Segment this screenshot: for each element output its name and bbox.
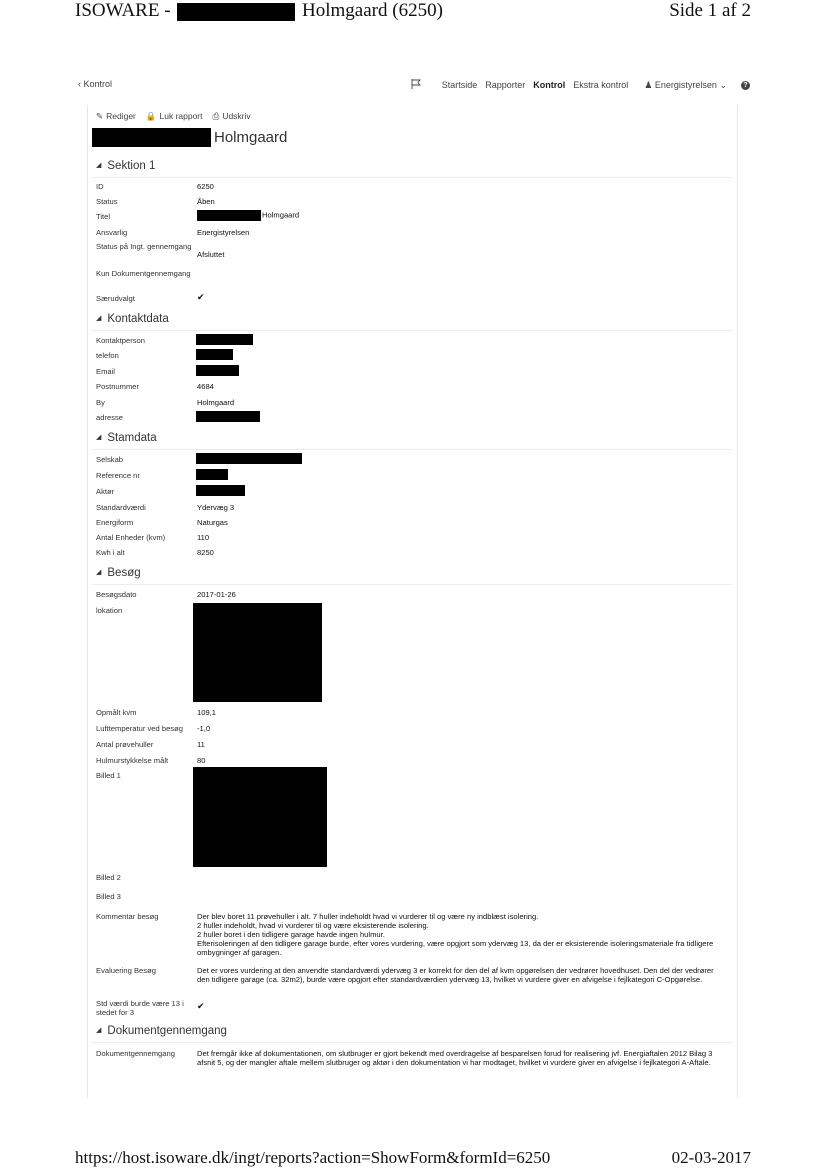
field-label-kun-dokumentgennemgang: Kun Dokumentgennemgang [96,269,191,278]
section-title: Dokumentgennemgang [107,1025,227,1037]
nav-item-rapporter[interactable]: Rapporter [485,80,526,90]
collapse-triangle-icon: ◢ [96,434,102,441]
comment-line: Efterisoleringen af den tidligere garage burde, efter vores vurdering, være opgjort som ydervæg 13, da der er eksisterende isoleringsmateriale fra tidligere ombygninger af garagen. [197,939,714,957]
edit-button-label: Rediger [106,111,136,121]
field-label-telefon: telefon [96,351,119,360]
print-icon: ⎙ [212,111,220,121]
field-value-dokumentgennemgang: Det fremgår ikke af dokumentationen, om slutbruger er gjort bekendt med overdragelse af besparelsen forud for realisering jvf. Energiaftalen 2012 Bilag 3 afsnit 5, og der mangler aftale mellem slutbruger og aktør i den dokumentation vi har modtaget, hvilket vi vurdere giver en afvigelse i fejlkategori A-Aftale. [197,1049,713,1067]
help-icon[interactable]: ? [741,81,750,90]
lock-report-button[interactable] [146,111,203,122]
collapse-triangle-icon: ◢ [96,162,102,169]
user-icon: ♟ [644,79,653,90]
print-header-app: ISOWARE - [75,0,171,21]
location-map-redacted [193,603,322,702]
field-value-by: Holmgaard [197,398,235,407]
field-value-kwh: 8250 [197,548,214,557]
user-menu[interactable] [644,80,727,91]
nav-item-kontrol[interactable]: Kontrol [533,80,566,90]
field-value-standardvaerdi: Ydervæg 3 [197,503,235,512]
field-label-opmaalt-kvm: Opmålt kvm [96,708,137,717]
field-value-status: Åben [197,197,215,206]
field-value-energiform: Naturgas [197,518,228,527]
section-title: Stamdata [107,432,157,444]
collapse-triangle-icon: ◢ [96,315,102,322]
field-label-billed-2: Billed 2 [96,873,121,882]
field-value-evaluering-besog: Det er vores vurdering at den anvendte standardværdi ydervæg 3 er korrekt for den del af kvm opgørelsen der vedrører hovedhuset. Den del der vedrører den tidligere garage (ca. 32m2), burde være opgjort efter standardværdien ydervæg 13, hvilket vi vurdere giver en afvigelse i fejlkategori C-Opgørelse. [197,966,714,984]
field-value-opmaalt-kvm: 109,1 [197,708,217,717]
section-heading-kontaktdata[interactable] [96,313,169,325]
section-title: Besøg [107,567,141,579]
field-value-lufttemperatur: -1,0 [197,724,211,733]
print-footer-date: 02-03-2017 [671,1148,751,1167]
print-header-site: Holmgaard (6250) [302,0,443,21]
field-label-kommentar-besog: Kommentar besøg [96,912,159,921]
field-label-titel: Titel [96,212,111,221]
redaction-block [196,453,302,464]
redaction-block [196,349,233,360]
field-label-hulmurstykkelse: Hulmurstykkelse målt [96,756,169,765]
field-label-antal-provehuller: Antal prøvehuller [96,740,154,749]
nav-right [411,79,750,91]
checkmark-icon: ✔ [197,1001,205,1011]
photo-1-redacted [193,767,327,867]
field-value-postnummer: 4684 [197,382,214,391]
redaction-block [196,485,245,496]
back-link-label: Kontrol [83,79,113,89]
field-label-dokumentgennemgang: Dokumentgennemgang [96,1049,175,1058]
edit-button[interactable] [96,111,136,122]
collapse-triangle-icon: ◢ [96,569,102,576]
redaction-block [196,334,253,345]
top-nav [78,78,750,94]
field-value-besogsdato: 2017-01-26 [197,590,236,599]
divider [92,330,732,331]
field-value-id: 6250 [197,182,214,191]
field-label-postnummer: Postnummer [96,382,140,391]
page-title [92,128,287,147]
field-label-kwh: Kwh i alt [96,548,125,557]
redaction-block [196,411,260,422]
user-menu-label: Energistyrelsen [654,79,717,90]
field-label-lokation: lokation [96,606,123,615]
section-heading-dokumentgennemgang[interactable] [96,1025,227,1037]
field-label-adresse: adresse [96,413,124,422]
divider [92,584,732,585]
checkmark-icon: ✔ [197,292,205,302]
field-label-std-vaerdi: Std værdi burde være 13 i stedet for 3 [96,999,184,1017]
section-heading-stamdata[interactable] [96,432,157,444]
field-label-kontaktperson: Kontaktperson [96,336,145,345]
section-heading-besog[interactable] [96,567,141,579]
toolbar [96,111,251,122]
redaction-block [196,365,239,376]
lock-icon: 🔒 [145,111,157,121]
field-label-billed-3: Billed 3 [96,892,121,901]
field-label-energiform: Energiform [96,518,134,527]
field-label-saerudvalgt: Særudvalgt [96,294,135,303]
chevron-left-icon: ‹ [78,79,81,89]
redaction-block [177,3,295,21]
field-label-billed-1: Billed 1 [96,771,121,780]
field-label-antal-enheder: Antal Enheder (kvm) [96,533,166,542]
comment-line: 2 huller indeholdt, hvad vi vurderer til og være eksisterende isolering. [197,921,429,930]
nav-item-startside[interactable]: Startside [441,80,478,90]
collapse-triangle-icon: ◢ [96,1027,102,1034]
field-label-ansvarlig: Ansvarlig [96,228,128,237]
redaction-block [197,210,261,221]
redaction-block [196,469,228,480]
print-header [0,0,827,24]
field-label-status-ingt: Status på Ingt. gennemgang [96,242,192,251]
comment-line: 2 huller boret i den tidligere garage havde ingen hulmur. [197,930,385,939]
field-label-aktor: Aktør [96,487,115,496]
chevron-down-icon: ⌄ [719,79,727,90]
field-label-by: By [96,398,105,407]
field-value-antal-enheder: 110 [197,533,210,542]
print-footer-url: https://host.isoware.dk/ingt/reports?action=ShowForm&formId=6250 [75,1148,551,1167]
field-value-hulmurstykkelse: 80 [197,756,206,765]
page-title-text: Holmgaard [214,129,288,146]
field-value-kommentar-besog [197,912,717,957]
field-label-standardvaerdi: Standardværdi [96,503,146,512]
flag-icon[interactable] [411,79,422,91]
field-label-besogsdato: Besøgsdato [96,590,137,599]
field-label-email: Email [96,367,115,376]
print-header-title [75,0,443,22]
field-value-status-ingt: Afsluttet [197,250,225,259]
titel-text: Holmgaard [262,210,300,220]
field-label-reference-nr: Reference nr [96,471,140,480]
nav-item-ekstra-kontrol[interactable]: Ekstra kontrol [573,80,629,90]
comment-line: Der blev boret 11 prøvehuller i alt. 7 huller indeholdt hvad vi vurderer til og være ny indblæst isolering. [197,912,539,921]
field-value-titel [197,210,299,221]
print-header-page: Side 1 af 2 [669,0,751,21]
field-label-status: Status [96,197,118,206]
divider [92,177,732,178]
field-label-selskab: Selskab [96,455,124,464]
field-label-id: ID [96,182,104,191]
field-value-antal-provehuller: 11 [197,740,205,749]
print-button[interactable] [213,111,251,122]
back-link[interactable] [78,79,112,89]
lock-button-label: Luk rapport [159,111,203,121]
section-title: Sektion 1 [107,160,156,172]
field-label-lufttemperatur: Lufttemperatur ved besøg [96,724,183,733]
section-heading-sektion-1[interactable] [96,160,155,172]
section-title: Kontaktdata [107,313,169,325]
edit-icon: ✎ [96,111,104,121]
redaction-block [92,128,211,147]
field-value-ansvarlig: Energistyrelsen [197,228,250,237]
divider [92,449,732,450]
divider [92,1042,732,1043]
field-label-evaluering-besog: Evaluering Besøg [96,966,156,975]
print-button-label: Udskriv [222,111,251,121]
